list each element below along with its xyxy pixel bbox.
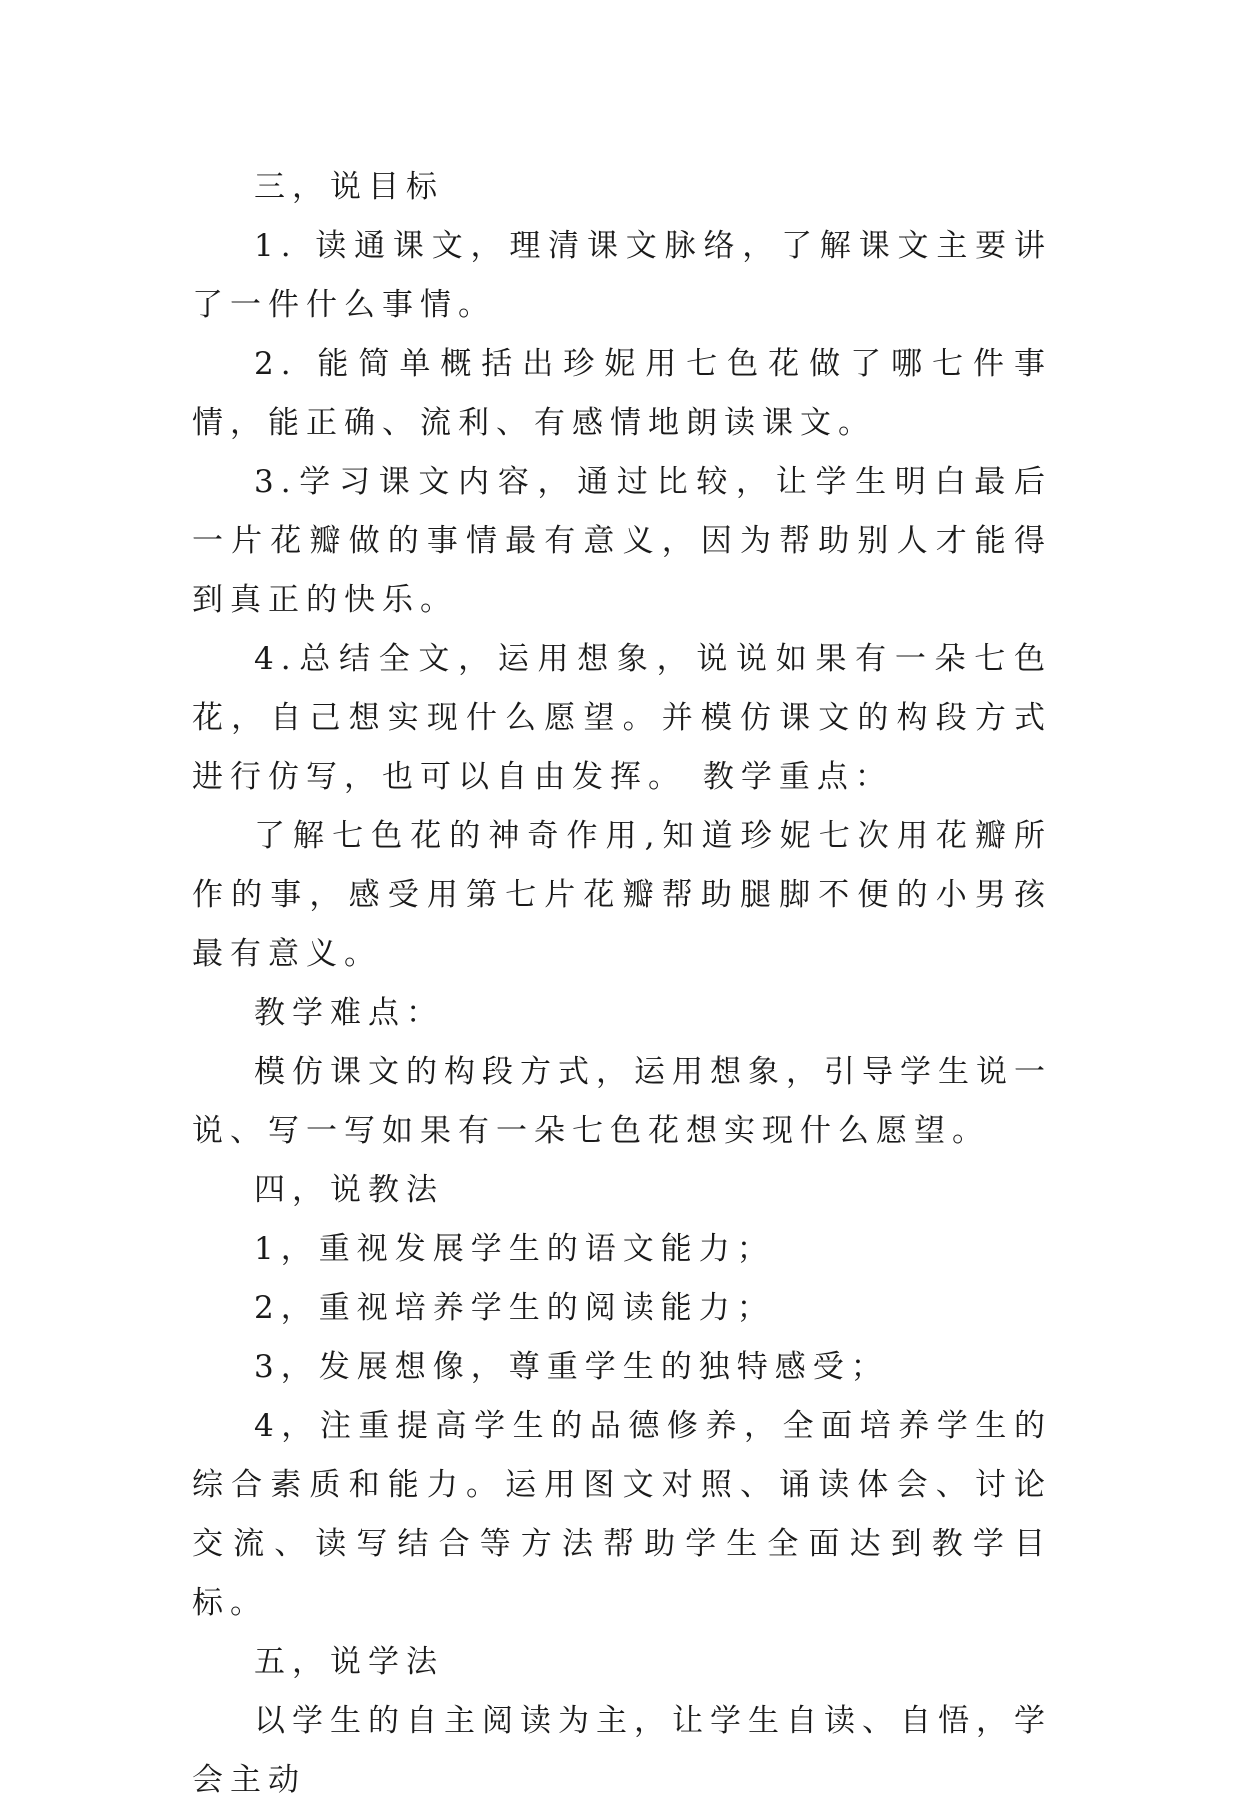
document-body xyxy=(192,158,1052,1810)
goal-item-2: 2. 能简单概括出珍妮用七色花做了哪七件事情，能正确、流利、有感情地朗读课文。 xyxy=(192,346,1052,441)
teaching-difficulty-heading: 教学难点： xyxy=(254,995,444,1031)
goal-item-3: 3.学习课文内容，通过比较，让学生明白最后一片花瓣做的事情最有意义，因为帮助别人才能得到真正的快乐。 xyxy=(192,464,1052,618)
section-heading-methods: 四，说教法 xyxy=(254,1172,444,1208)
method-item-2: 2，重视培养学生的阅读能力； xyxy=(254,1290,775,1326)
method-item-1: 1，重视发展学生的语文能力； xyxy=(254,1231,775,1267)
method-item-4: 4，注重提高学生的品德修养，全面培养学生的综合素质和能力。运用图文对照、诵读体会、讨论交流、读写结合等方法帮助学生全面达到教学目标。 xyxy=(192,1408,1052,1621)
teaching-difficulty-text: 模仿课文的构段方式，运用想象，引导学生说一说、写一写如果有一朵七色花想实现什么愿望。 xyxy=(192,1054,1052,1149)
method-item-3: 3，发展想像，尊重学生的独特感受； xyxy=(254,1349,889,1385)
goal-item-1: 1. 读通课文，理清课文脉络，了解课文主要讲了一件什么事情。 xyxy=(192,228,1052,323)
learning-method-text: 以学生的自主阅读为主，让学生自读、自悟，学会主动 xyxy=(192,1703,1052,1798)
section-heading-learning: 五，说学法 xyxy=(254,1644,444,1680)
teaching-focus-text: 了解七色花的神奇作用,知道珍妮七次用花瓣所作的事，感受用第七片花瓣帮助腿脚不便的小男孩最有意义。 xyxy=(192,818,1052,972)
section-heading-goals: 三，说目标 xyxy=(254,169,444,205)
goal-item-4: 4.总结全文，运用想象，说说如果有一朵七色花，自己想实现什么愿望。并模仿课文的构段方式进行仿写，也可以自由发挥。 教学重点： xyxy=(192,641,1052,795)
